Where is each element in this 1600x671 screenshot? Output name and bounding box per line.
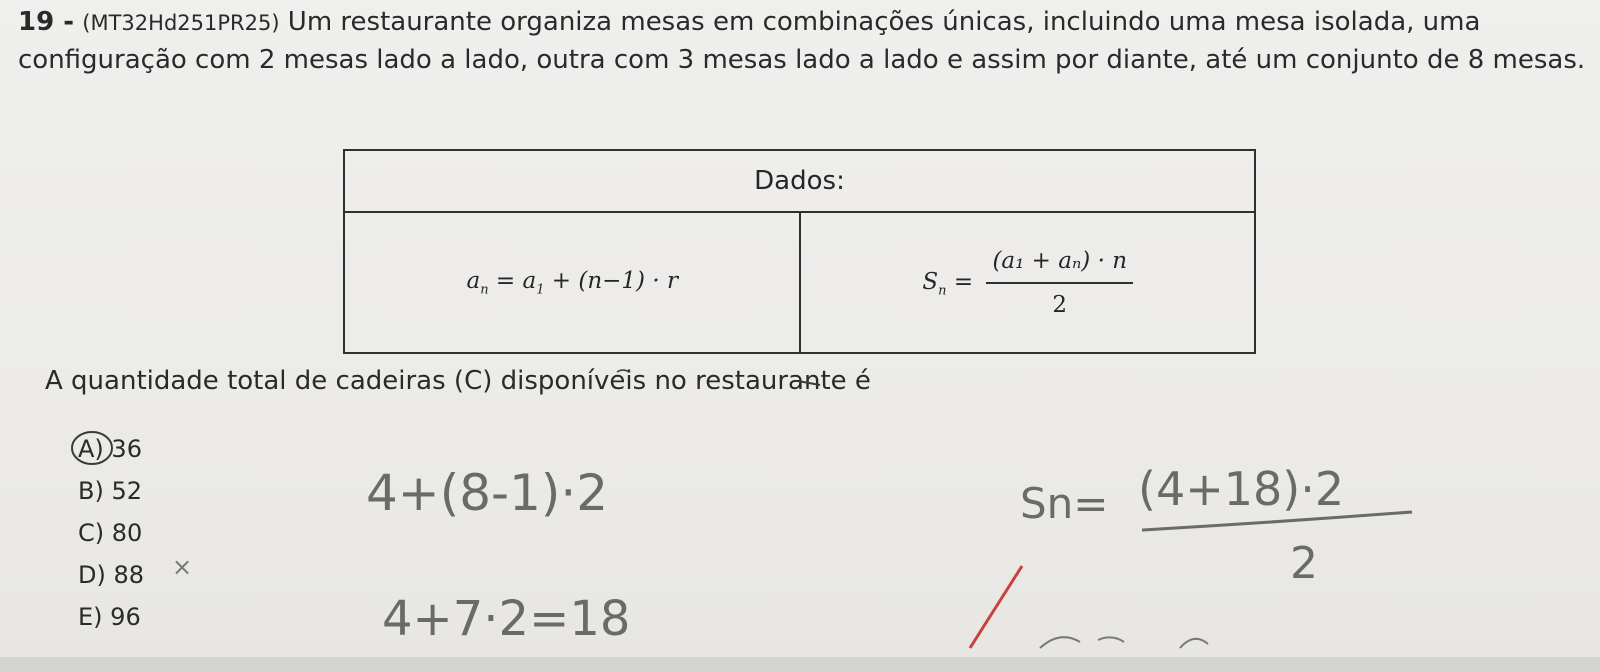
handwritten-sn-label: Sn= bbox=[1020, 479, 1109, 528]
question-code: (MT32Hd251PR25) bbox=[82, 11, 280, 35]
option-a[interactable]: A) 36 bbox=[78, 435, 142, 463]
option-c[interactable]: C) 80 bbox=[78, 519, 143, 547]
option-e[interactable]: E) 96 bbox=[78, 603, 141, 631]
sum-denominator: 2 bbox=[1052, 291, 1068, 318]
pencil-scribble bbox=[1098, 637, 1124, 642]
option-d[interactable]: D) 88 bbox=[78, 561, 145, 589]
pencil-mark bbox=[617, 370, 629, 372]
strike-mark bbox=[798, 381, 820, 385]
handwritten-expression-2: 4+7·2=18 bbox=[382, 591, 631, 647]
data-table-header: Dados: bbox=[344, 150, 1255, 212]
red-pen-stroke bbox=[970, 566, 1022, 648]
arithmetic-term-formula: $a_n = a_1 + (n-1) \cdot r$ bbox=[344, 212, 800, 353]
page-bottom-edge bbox=[0, 657, 1600, 671]
question-body: Um restaurante organiza mesas em combinações únicas, incluindo uma mesa isolada, uma configuração com 2 mesas lado a lado, outra com 3 mesas lado a lado e assim por diante, até um conjunto de 8 mesas. bbox=[18, 7, 1586, 75]
option-a-circle-mark bbox=[72, 432, 112, 464]
question-number: 19 - bbox=[18, 7, 75, 37]
question-stem: A quantidade total de cadeiras (C) disponíveis no restaurante é bbox=[45, 366, 871, 396]
option-b[interactable]: B) 52 bbox=[78, 477, 143, 505]
handwritten-expression-1: 4+(8-1)·2 bbox=[366, 464, 609, 522]
option-d-cross-mark: × bbox=[172, 553, 193, 581]
pencil-scribble bbox=[1040, 637, 1080, 648]
sum-numerator: (a₁ + aₙ) · n bbox=[986, 248, 1133, 284]
arithmetic-sum-formula: $S_n$ = $\frac{\text{(a₁ + aₙ) · n}}{2}$ bbox=[800, 212, 1255, 353]
handwritten-sn-numerator: (4+18)·2 bbox=[1138, 462, 1345, 516]
handwritten-sn-denominator: 2 bbox=[1290, 538, 1318, 589]
pencil-scribble bbox=[1180, 639, 1208, 648]
